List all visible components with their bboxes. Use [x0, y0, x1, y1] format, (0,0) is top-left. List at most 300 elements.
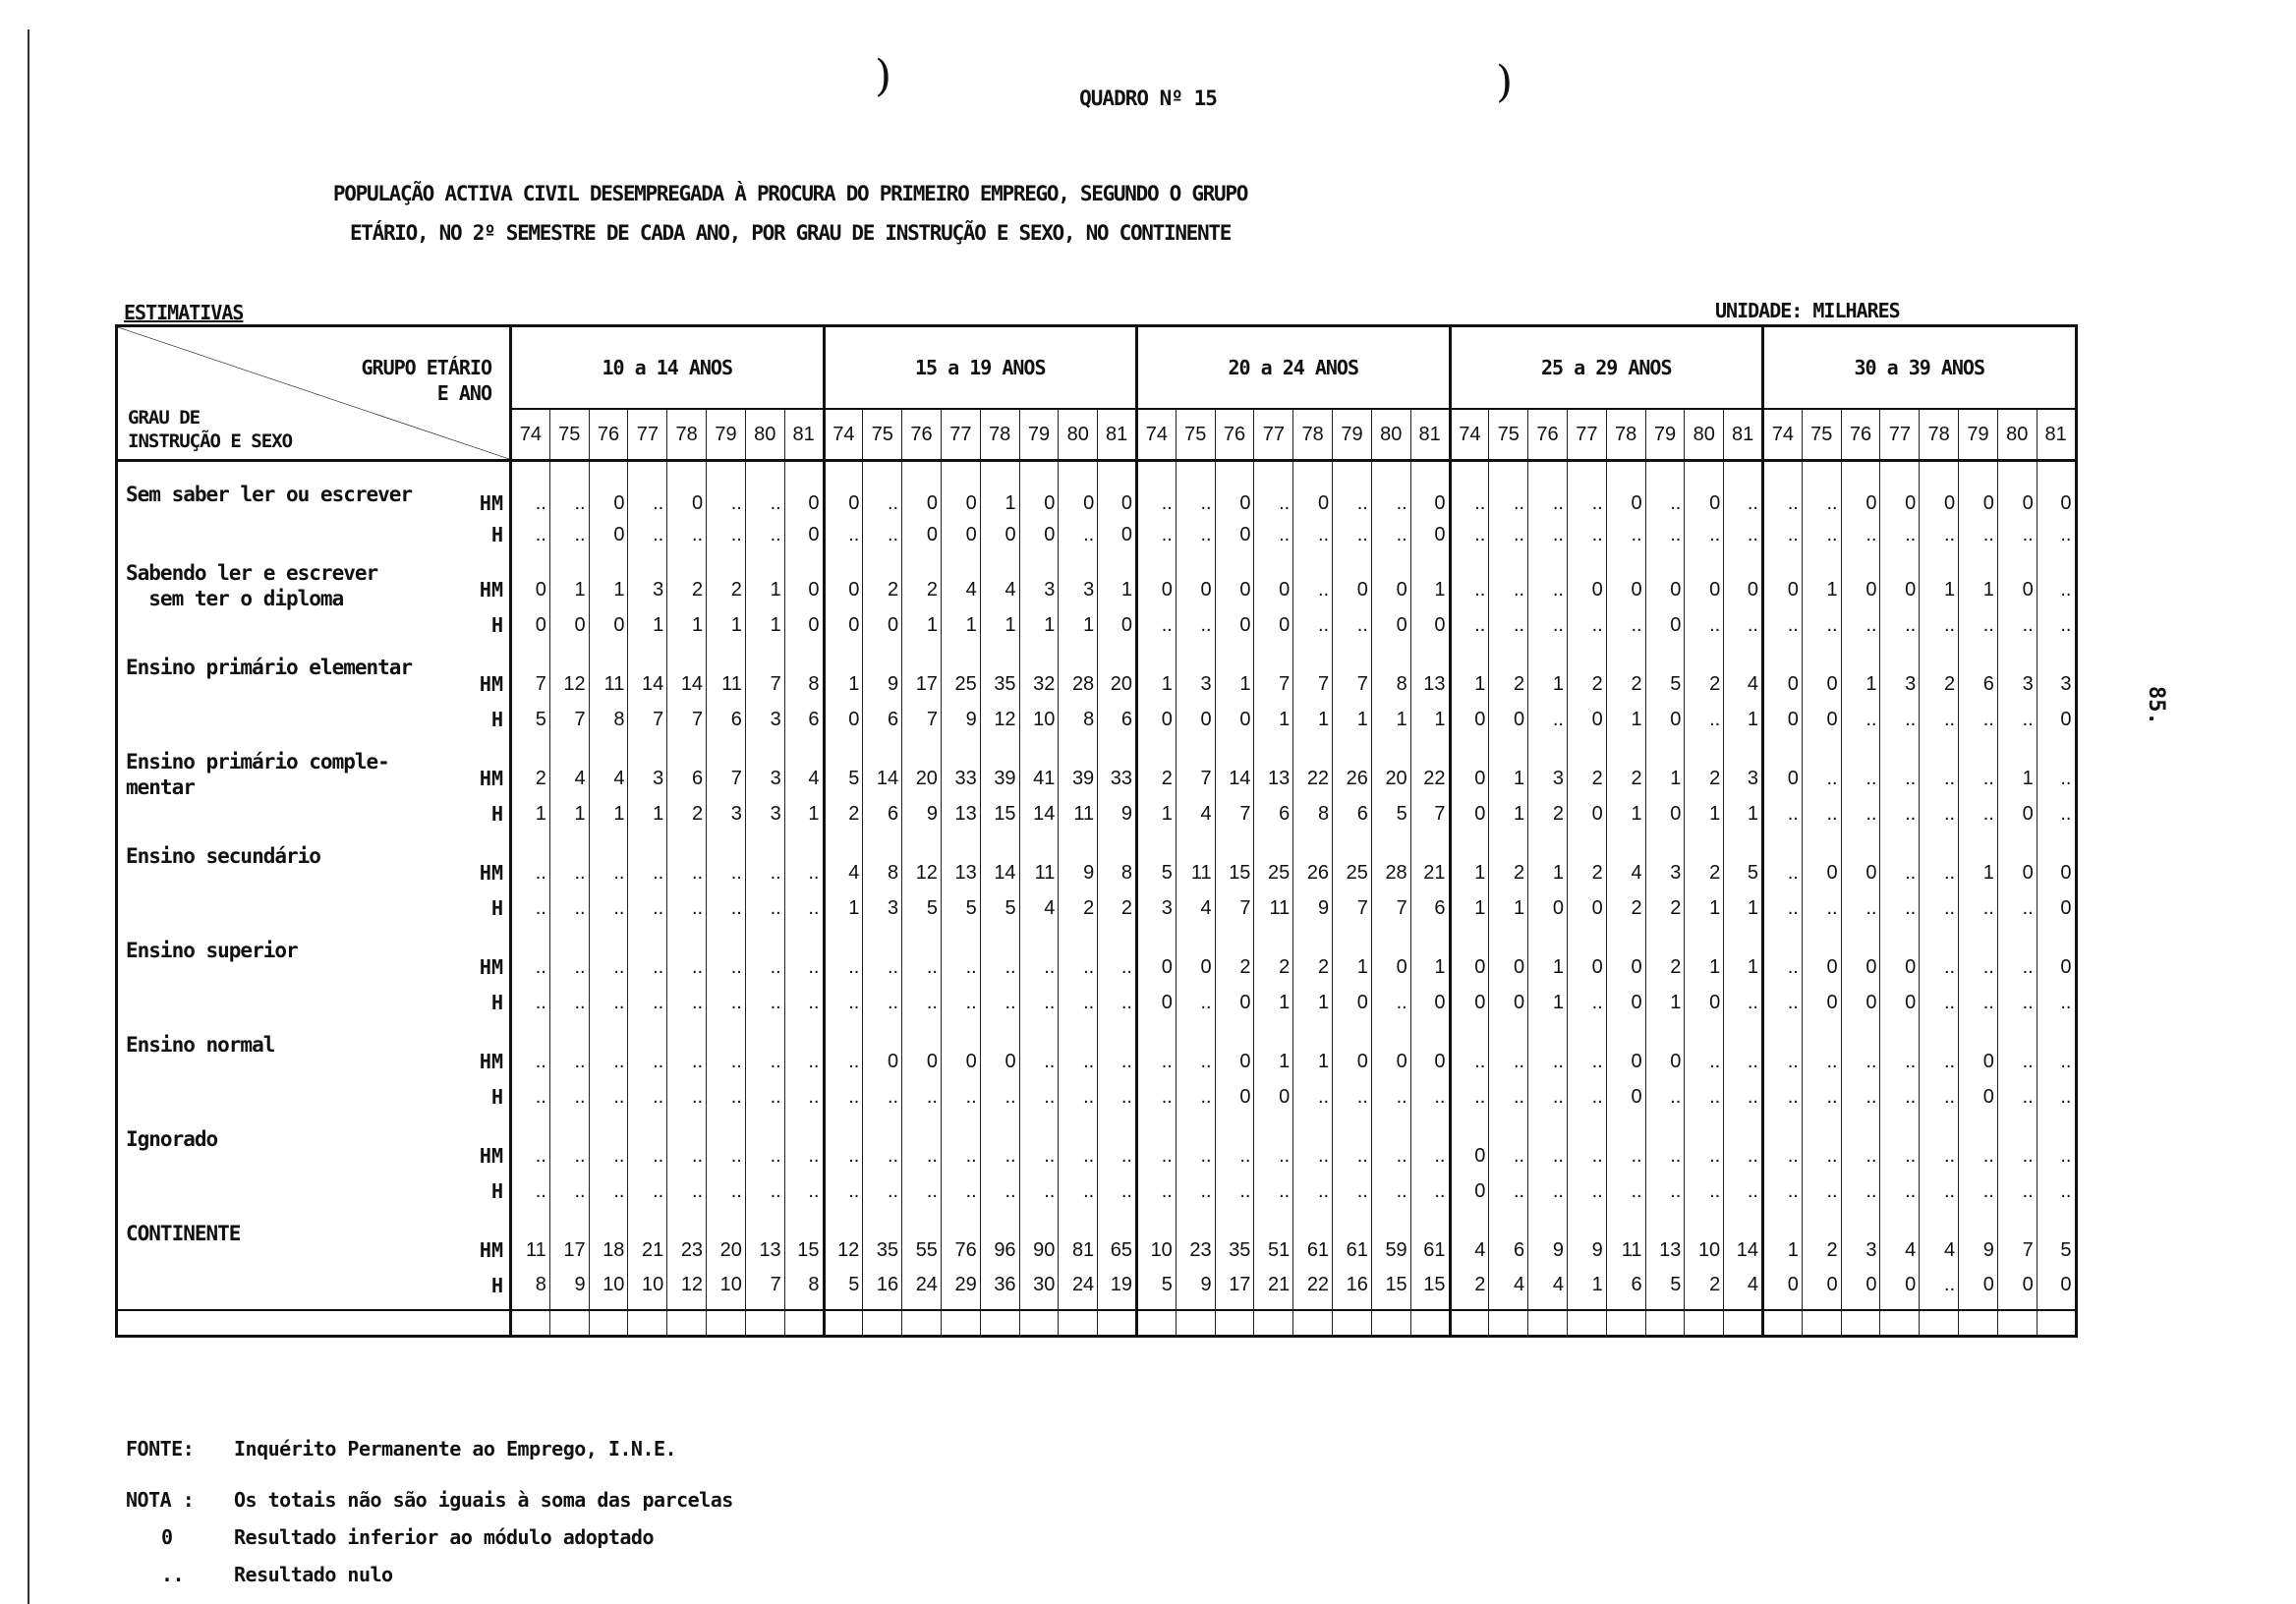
table-cell: 13: [941, 790, 980, 837]
spacer-row: [117, 461, 2077, 477]
table-cell: 13: [1645, 1215, 1685, 1262]
table-cell: 24: [902, 1262, 942, 1310]
table-cell: ..: [863, 979, 902, 1026]
table-cell: ..: [1997, 1026, 2037, 1073]
table-cell: 12: [902, 837, 942, 885]
table-cell: ..: [589, 885, 628, 932]
sex-label: HM: [479, 861, 503, 885]
table-cell: ..: [1371, 476, 1410, 515]
table-cell: 7: [549, 696, 589, 743]
table-cell: ..: [1685, 515, 1724, 554]
table-cell: 13: [1254, 743, 1293, 790]
table-cell: ..: [863, 1073, 902, 1120]
year-header: 76: [1528, 409, 1568, 461]
table-cell: ..: [1802, 1026, 1841, 1073]
table-cell: 9: [549, 1262, 589, 1310]
table-cell: 3: [745, 790, 784, 837]
year-header: 81: [784, 409, 824, 461]
table-cell: 25: [1254, 837, 1293, 885]
table-cell: 36: [980, 1262, 1019, 1310]
table-cell: 96: [980, 1215, 1019, 1262]
table-cell: ..: [1997, 932, 2037, 979]
paren-right: ): [1496, 57, 1514, 107]
sex-label: HM: [479, 491, 503, 515]
table-cell: 10: [1019, 696, 1059, 743]
table-row: [117, 554, 2077, 602]
table-cell: 0: [1098, 602, 1137, 649]
table-cell: ..: [1841, 696, 1880, 743]
table-cell: ..: [824, 1168, 863, 1215]
table-cell: ..: [1920, 1073, 1959, 1120]
table-cell: 1: [1293, 1026, 1333, 1073]
table-cell: ..: [549, 885, 589, 932]
table-cell: 0: [1333, 1026, 1372, 1073]
table-cell: 4: [980, 554, 1019, 602]
table-cell: ..: [863, 1120, 902, 1168]
table-cell: ..: [1059, 932, 1098, 979]
table-cell: ..: [1880, 837, 1920, 885]
table-cell: ..: [1997, 1120, 2037, 1168]
table-cell: 10: [628, 1262, 667, 1310]
table-cell: 14: [1724, 1215, 1763, 1262]
table-cell: ..: [1763, 1073, 1803, 1120]
table-cell: 20: [1371, 743, 1410, 790]
table-row: [117, 476, 2077, 515]
table-cell: 0: [1763, 649, 1803, 696]
table-cell: 0: [784, 515, 824, 554]
table-cell: ..: [745, 1168, 784, 1215]
table-cell: ..: [1997, 1073, 2037, 1120]
table-cell: ..: [745, 979, 784, 1026]
table-cell: ..: [628, 932, 667, 979]
table-cell: 0: [1215, 476, 1254, 515]
table-cell: 14: [863, 743, 902, 790]
year-header: 79: [1333, 409, 1372, 461]
age-group-header: 20 a 24 ANOS: [1137, 326, 1451, 410]
table-cell: 5: [1137, 837, 1177, 885]
table-cell: 4: [549, 743, 589, 790]
table-cell: 0: [2037, 1262, 2076, 1310]
zero-text: Resultado inferior ao módulo adoptado: [234, 1525, 655, 1549]
table-cell: ..: [1920, 696, 1959, 743]
table-cell: 7: [1215, 885, 1254, 932]
table-cell: 5: [1645, 1262, 1685, 1310]
table-cell: 1: [1724, 696, 1763, 743]
table-cell: 0: [1489, 696, 1528, 743]
year-header: 77: [941, 409, 980, 461]
table-cell: ..: [1333, 1073, 1372, 1120]
table-cell: 0: [1920, 476, 1959, 515]
table-cell: ..: [1019, 1168, 1059, 1215]
table-cell: ..: [511, 1120, 550, 1168]
table-cell: ..: [863, 932, 902, 979]
table-cell: ..: [511, 1073, 550, 1120]
table-cell: ..: [667, 1073, 707, 1120]
table-cell: 0: [1371, 602, 1410, 649]
table-cell: 14: [628, 649, 667, 696]
table-cell: ..: [1176, 1026, 1215, 1073]
sex-label: HM: [479, 672, 503, 696]
sex-label: HM: [479, 1144, 503, 1168]
table-cell: 11: [1606, 1215, 1645, 1262]
table-cell: ..: [1841, 1168, 1880, 1215]
table-cell: 0: [1606, 1073, 1645, 1120]
table-cell: 2: [511, 743, 550, 790]
table-cell: 0: [1059, 476, 1098, 515]
table-cell: ..: [589, 1120, 628, 1168]
table-cell: 3: [745, 743, 784, 790]
null-key: ..: [161, 1563, 185, 1586]
table-cell: ..: [902, 1120, 942, 1168]
table-cell: ..: [1997, 1168, 2037, 1215]
corner-header: [117, 326, 511, 461]
table-cell: 2: [667, 790, 707, 837]
table-cell: 3: [1880, 649, 1920, 696]
table-cell: ..: [1019, 1073, 1059, 1120]
table-cell: ..: [824, 1120, 863, 1168]
table-cell: ..: [1567, 602, 1606, 649]
table-cell: 26: [1333, 743, 1372, 790]
table-cell: 0: [1333, 979, 1372, 1026]
table-cell: 0: [980, 1026, 1019, 1073]
table-cell: ..: [628, 837, 667, 885]
table-cell: ..: [707, 1120, 746, 1168]
table-cell: 11: [1176, 837, 1215, 885]
table-cell: 1: [707, 602, 746, 649]
table-cell: ..: [1685, 696, 1724, 743]
table-cell: ..: [1645, 1120, 1685, 1168]
table-cell: 9: [902, 790, 942, 837]
table-cell: ..: [549, 932, 589, 979]
unit-label: UNIDADE: MILHARES: [1715, 299, 1900, 322]
table-cell: ..: [1489, 476, 1528, 515]
table-cell: 61: [1293, 1215, 1333, 1262]
table-cell: ..: [1410, 1168, 1450, 1215]
table-cell: 1: [1410, 554, 1450, 602]
category-label: [117, 1026, 476, 1120]
table-cell: 0: [1215, 554, 1254, 602]
table-cell: 1: [745, 554, 784, 602]
category-label-line1: Ensino primário comple-: [126, 750, 389, 773]
table-cell: 0: [902, 476, 942, 515]
year-header: 79: [1019, 409, 1059, 461]
table-cell: 0: [1645, 1026, 1685, 1073]
table-cell: 0: [1215, 979, 1254, 1026]
table-cell: 2: [1215, 932, 1254, 979]
table-cell: ..: [549, 1120, 589, 1168]
table-cell: 0: [1528, 885, 1568, 932]
table-cell: 0: [1841, 476, 1880, 515]
table-cell: 8: [1371, 649, 1410, 696]
table-cell: ..: [1293, 554, 1333, 602]
table-cell: ..: [1841, 1120, 1880, 1168]
table-cell: 7: [1410, 790, 1450, 837]
table-cell: ..: [628, 979, 667, 1026]
table-cell: ..: [1920, 1120, 1959, 1168]
table-cell: ..: [549, 1073, 589, 1120]
year-header: 77: [1254, 409, 1293, 461]
table-cell: ..: [1528, 1120, 1568, 1168]
table-cell: 0: [1254, 1073, 1293, 1120]
table-cell: ..: [1724, 1168, 1763, 1215]
table-cell: 61: [1333, 1215, 1372, 1262]
table-cell: ..: [1215, 1120, 1254, 1168]
table-cell: 2: [1137, 743, 1177, 790]
table-cell: ..: [745, 885, 784, 932]
table-cell: ..: [1371, 979, 1410, 1026]
table-cell: 3: [1841, 1215, 1880, 1262]
table-cell: 1: [667, 602, 707, 649]
table-cell: 12: [667, 1262, 707, 1310]
table-cell: 5: [824, 743, 863, 790]
sex-label: H: [490, 1273, 503, 1297]
table-cell: 6: [1098, 696, 1137, 743]
table-cell: 21: [628, 1215, 667, 1262]
table-cell: ..: [2037, 1073, 2076, 1120]
sex-label: HM: [479, 1237, 503, 1262]
table-cell: ..: [1920, 932, 1959, 979]
table-cell: ..: [1802, 602, 1841, 649]
table-cell: ..: [2037, 1026, 2076, 1073]
table-cell: 23: [667, 1215, 707, 1262]
table-cell: ..: [1567, 1120, 1606, 1168]
category-label-line1: Ensino primário elementar: [126, 656, 413, 679]
table-cell: ..: [1489, 1026, 1528, 1073]
table-cell: ..: [667, 837, 707, 885]
table-cell: 0: [1410, 1026, 1450, 1073]
table-cell: ..: [1254, 1120, 1293, 1168]
category-label: [117, 932, 476, 1026]
table-cell: ..: [1528, 1073, 1568, 1120]
table-cell: 1: [980, 602, 1019, 649]
table-cell: 2: [1567, 649, 1606, 696]
table-cell: 0: [1450, 932, 1489, 979]
table-cell: 5: [980, 885, 1019, 932]
table-cell: 2: [902, 554, 942, 602]
table-cell: 1: [1293, 696, 1333, 743]
table-cell: 0: [1645, 790, 1685, 837]
zero-key: 0: [161, 1525, 173, 1549]
table-cell: 6: [707, 696, 746, 743]
table-cell: 0: [1880, 554, 1920, 602]
table-cell: ..: [784, 1120, 824, 1168]
table-cell: ..: [1059, 1168, 1098, 1215]
table-cell: 6: [667, 743, 707, 790]
table-cell: ..: [1763, 885, 1803, 932]
table-cell: 0: [1254, 554, 1293, 602]
table-cell: 5: [2037, 1215, 2076, 1262]
table-cell: 0: [1450, 1168, 1489, 1215]
note-null: [126, 1563, 393, 1586]
table-cell: 1: [1606, 790, 1645, 837]
table-cell: 3: [1176, 649, 1215, 696]
category-label-line1: Ensino superior: [126, 939, 298, 962]
sex-label: H: [490, 1085, 503, 1109]
table-cell: 4: [1176, 790, 1215, 837]
table-cell: 0: [1606, 476, 1645, 515]
table-cell: ..: [667, 932, 707, 979]
table-cell: ..: [1176, 515, 1215, 554]
table-cell: ..: [1489, 1168, 1528, 1215]
year-header: 81: [1410, 409, 1450, 461]
table-cell: ..: [863, 1168, 902, 1215]
table-cell: ..: [1333, 602, 1372, 649]
table-cell: ..: [707, 837, 746, 885]
table-cell: ..: [1802, 790, 1841, 837]
table-cell: 7: [1176, 743, 1215, 790]
bottom-spacer-row: [117, 1310, 2077, 1337]
table-cell: ..: [824, 979, 863, 1026]
table-cell: 0: [1489, 979, 1528, 1026]
table-cell: 0: [1880, 979, 1920, 1026]
corner-top-label: [362, 355, 492, 406]
table-cell: 15: [1410, 1262, 1450, 1310]
table-cell: ..: [1645, 1073, 1685, 1120]
table-cell: 2: [1528, 790, 1568, 837]
table-cell: 4: [1489, 1262, 1528, 1310]
table-cell: 0: [1997, 837, 2037, 885]
table-cell: ..: [1841, 790, 1880, 837]
table-cell: ..: [1685, 1026, 1724, 1073]
table-cell: 0: [1645, 554, 1685, 602]
table-cell: ..: [1880, 743, 1920, 790]
table-cell: 0: [863, 1026, 902, 1073]
table-cell: ..: [628, 1026, 667, 1073]
table-cell: ..: [549, 476, 589, 515]
table-cell: ..: [1959, 515, 1998, 554]
table-cell: 4: [1880, 1215, 1920, 1262]
table-cell: 2: [1606, 649, 1645, 696]
table-cell: 0: [1763, 1262, 1803, 1310]
table-cell: ..: [1528, 696, 1568, 743]
sex-label: HM: [479, 1050, 503, 1073]
table-cell: ..: [1763, 515, 1803, 554]
table-row: [117, 743, 2077, 790]
table-cell: ..: [667, 979, 707, 1026]
table-cell: 2: [1606, 743, 1645, 790]
table-cell: ..: [941, 1120, 980, 1168]
year-header: 77: [628, 409, 667, 461]
table-cell: ..: [1137, 1026, 1177, 1073]
table-cell: 0: [1567, 554, 1606, 602]
table-cell: 2: [1685, 743, 1724, 790]
table-cell: 1: [1920, 554, 1959, 602]
table-cell: ..: [1528, 1026, 1568, 1073]
table-cell: 4: [1176, 885, 1215, 932]
table-cell: ..: [1880, 1073, 1920, 1120]
table-cell: 0: [824, 554, 863, 602]
table-cell: 2: [1685, 649, 1724, 696]
table-cell: 1: [1685, 932, 1724, 979]
table-cell: 8: [589, 696, 628, 743]
table-cell: 2: [1293, 932, 1333, 979]
table-cell: ..: [902, 1168, 942, 1215]
table-cell: 6: [863, 696, 902, 743]
table-cell: ..: [745, 1073, 784, 1120]
category-label: [117, 554, 476, 649]
table-cell: ..: [1920, 515, 1959, 554]
table-cell: 1: [1059, 602, 1098, 649]
table-cell: 76: [941, 1215, 980, 1262]
table-cell: ..: [784, 1026, 824, 1073]
year-header: 77: [1880, 409, 1920, 461]
table-cell: ..: [1410, 1073, 1450, 1120]
table-cell: ..: [745, 515, 784, 554]
table-cell: 9: [1959, 1215, 1998, 1262]
table-cell: 15: [1215, 837, 1254, 885]
table-cell: 0: [1606, 1026, 1645, 1073]
table-cell: 0: [1137, 696, 1177, 743]
table-cell: 1: [1724, 885, 1763, 932]
table-cell: ..: [511, 837, 550, 885]
table-cell: 0: [1685, 554, 1724, 602]
table-cell: ..: [1880, 1168, 1920, 1215]
table-cell: ..: [1528, 1168, 1568, 1215]
table-cell: ..: [941, 1168, 980, 1215]
table-cell: ..: [1333, 476, 1372, 515]
table-cell: ..: [980, 979, 1019, 1026]
table-cell: ..: [902, 979, 942, 1026]
table-cell: ..: [1254, 1168, 1293, 1215]
table-cell: ..: [667, 515, 707, 554]
table-cell: ..: [2037, 554, 2076, 602]
table-cell: ..: [1802, 743, 1841, 790]
table-cell: ..: [1685, 602, 1724, 649]
table-cell: 65: [1098, 1215, 1137, 1262]
table-cell: 8: [1293, 790, 1333, 837]
table-cell: 0: [1371, 1026, 1410, 1073]
table-cell: ..: [1959, 885, 1998, 932]
table-cell: 0: [589, 515, 628, 554]
table-cell: 5: [511, 696, 550, 743]
table-cell: ..: [745, 476, 784, 515]
year-header: 76: [1841, 409, 1880, 461]
category-label-line2: sem ter o diploma: [126, 587, 344, 610]
category-label-line1: Sabendo ler e escrever: [126, 561, 378, 585]
table-cell: 2: [1489, 649, 1528, 696]
table-cell: 0: [1450, 790, 1489, 837]
table-cell: 4: [1606, 837, 1645, 885]
table-cell: ..: [1567, 1073, 1606, 1120]
table-cell: 7: [1371, 885, 1410, 932]
table-cell: ..: [1841, 602, 1880, 649]
table-cell: 30: [1019, 1262, 1059, 1310]
table-cell: ..: [1606, 515, 1645, 554]
table-cell: 1: [1489, 743, 1528, 790]
table-cell: 0: [511, 602, 550, 649]
table-cell: ..: [1959, 696, 1998, 743]
table-cell: 0: [1880, 476, 1920, 515]
table-cell: ..: [1371, 515, 1410, 554]
table-cell: 19: [1098, 1262, 1137, 1310]
table-cell: ..: [1489, 554, 1528, 602]
page-number: 85.: [2144, 686, 2168, 725]
table-cell: ..: [1606, 1120, 1645, 1168]
table-cell: 0: [1215, 515, 1254, 554]
table-cell: 2: [1567, 837, 1606, 885]
table-cell: ..: [589, 1026, 628, 1073]
table-cell: ..: [745, 932, 784, 979]
table-cell: 24: [1059, 1262, 1098, 1310]
source-key: FONTE:: [126, 1437, 195, 1461]
table-cell: ..: [1959, 979, 1998, 1026]
table-cell: ..: [549, 515, 589, 554]
table-cell: 0: [1450, 979, 1489, 1026]
table-cell: ..: [511, 885, 550, 932]
table-cell: ..: [2037, 515, 2076, 554]
table-cell: 59: [1371, 1215, 1410, 1262]
table-cell: 1: [1333, 696, 1372, 743]
